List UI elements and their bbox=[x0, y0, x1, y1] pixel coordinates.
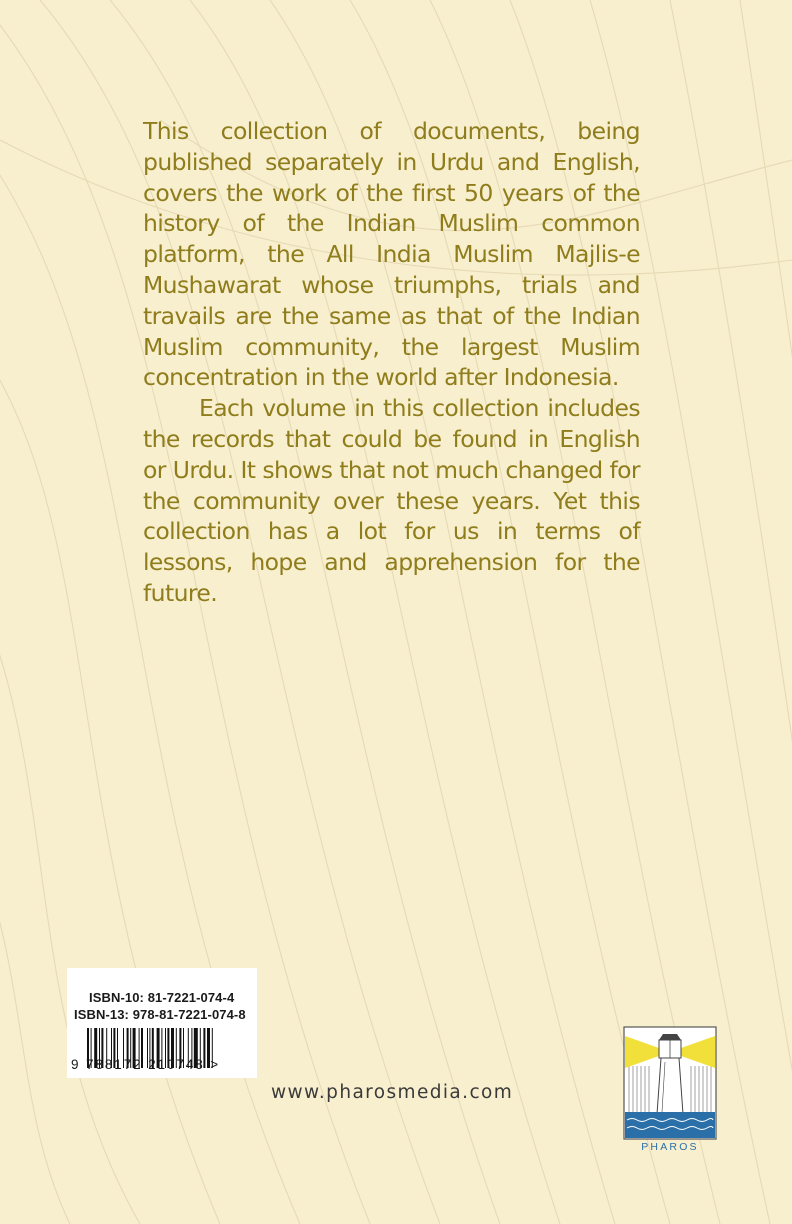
publisher-logo-label: PHAROS bbox=[641, 1141, 699, 1153]
blurb-paragraph-1: This collection of documents, being published separately in Urdu and English, covers the work of the first 50 years of the history of the Indian Muslim common platform, the All India Muslim Majlis-e Mushawarat whose triumphs, trials and travails are the same as that of the Indian Muslim community, the largest Muslim concentration in the world after Indonesia. bbox=[143, 117, 640, 392]
blurb-paragraph-2: Each volume in this collection includes the records that could be found in English or Urdu. It shows that not much changed for the community over these years. Yet this collection has a lot for us in terms of lessons, hope and apprehension for the future. bbox=[143, 394, 640, 607]
barcode-digits: 9 788172 210748 > bbox=[71, 1057, 221, 1072]
publisher-website: www.pharosmedia.com bbox=[271, 1082, 514, 1103]
isbn-13: ISBN-13: 978-81-7221-074-8 bbox=[74, 1007, 246, 1022]
isbn-10: ISBN-10: 81-7221-074-4 bbox=[89, 990, 235, 1005]
back-cover-blurb bbox=[143, 116, 640, 609]
lighthouse-icon bbox=[623, 1026, 717, 1154]
isbn-block bbox=[67, 968, 257, 1078]
